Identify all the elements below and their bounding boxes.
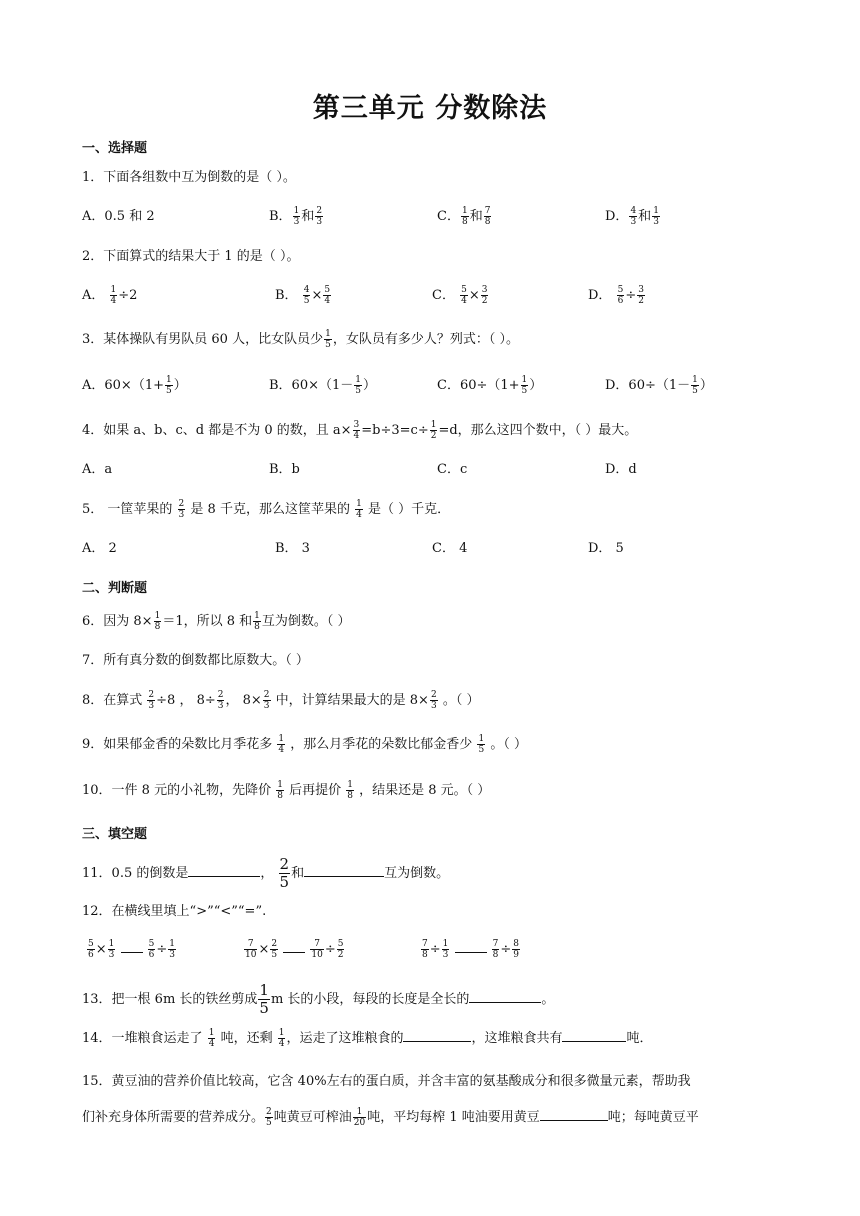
compare-blank[interactable]: [121, 938, 143, 953]
section-heading-choice: 一、选择题: [82, 141, 148, 156]
option-a[interactable]: A．0.5 和 2: [82, 209, 155, 224]
question-10: 10．一件 8 元的小礼物，先降价 $\frac{1}{8}$ 后再提价 $\frac{1}{8}$ ，结果还是 8 元。（ ）: [82, 780, 491, 801]
question-15-line-2: 们补充身体所需要的营养成分。 $\frac{2}{5}$ 吨黄豆可榨油 $\frac{1}{20}$ 吨，平均每榨 1 吨油要用黄豆 吨；每吨黄豆平: [82, 1107, 699, 1128]
option-c[interactable]: C． $\frac{1}{8}$ 和 $\frac{7}{8}$: [437, 206, 491, 227]
question-5: 5． 一筐苹果的 $\frac{2}{3}$ 是 8 千克，那么这筐苹果的 $\frac{1}{4}$ 是（ ）千克．: [82, 499, 451, 520]
answer-blank[interactable]: [403, 1027, 471, 1042]
question-2-options: [82, 282, 782, 310]
question-14: 14．一堆粮食运走了 $\frac{1}{4}$ 吨，还剩 $\frac{1}{4}$ ，运走了这堆粮食的 ，这堆粮食共有 吨．: [82, 1028, 653, 1049]
option-b[interactable]: B． $\frac{4}{5}$ × $\frac{5}{4}$: [275, 285, 331, 306]
option-b[interactable]: B． 3: [275, 541, 310, 556]
option-a[interactable]: A．a: [82, 462, 113, 477]
option-c[interactable]: C．c: [437, 462, 468, 477]
question-11: 11．0.5 的倒数是 ， $\frac{2}{5}$ 和 互为倒数。: [82, 855, 450, 891]
answer-blank[interactable]: [540, 1106, 608, 1121]
option-d[interactable]: D． $\frac{4}{3}$ 和 $\frac{1}{3}$: [605, 206, 659, 227]
page-title: 第三单元 分数除法: [312, 93, 548, 124]
option-a[interactable]: A．60×（1+ $\frac{1}{5}$ ）: [82, 375, 187, 396]
question-1-options: [82, 203, 782, 231]
section-heading-fill: 三、填空题: [82, 827, 148, 842]
option-a[interactable]: A． $\frac{1}{4}$ ÷2: [82, 285, 138, 306]
option-a[interactable]: A． 2: [82, 541, 117, 556]
option-d[interactable]: D．d: [605, 462, 637, 477]
option-d[interactable]: D． $\frac{5}{6}$ ÷ $\frac{3}{2}$: [588, 285, 644, 306]
question-5-options: [82, 535, 782, 563]
question-7: 7．所有真分数的倒数都比原数大。（ ）: [82, 653, 309, 668]
question-3: 3．某体操队有男队员 60 人，比女队员少 $\frac{1}{5}$ ，女队员有多少人？列式：（ ）。: [82, 329, 519, 350]
question-3-options: [82, 372, 782, 400]
option-c[interactable]: C． 4: [432, 541, 468, 556]
option-b[interactable]: B．60×（1－ $\frac{1}{5}$ ）: [269, 375, 377, 396]
question-12: 12．在横线里填上“>”“<”“=”.: [82, 904, 267, 919]
question-2: 2．下面算式的结果大于 1 的是（ ）。: [82, 249, 300, 264]
option-b[interactable]: B． $\frac{1}{3}$ 和 $\frac{2}{3}$: [269, 206, 323, 227]
answer-blank[interactable]: [188, 862, 260, 877]
question-4: 4．如果 a、b、c、d 都是不为 0 的数，且 a× $\frac{3}{4}$ =b÷3=c÷ $\frac{1}{2}$ =d，那么这四个数中，（ ）最大。: [82, 420, 638, 441]
compare-blank[interactable]: [455, 938, 487, 953]
question-9: 9．如果郁金香的朵数比月季花多 $\frac{1}{4}$ ，那么月季花的朵数比郁金香少 $\frac{1}{5}$ 。（ ）: [82, 734, 527, 755]
option-c[interactable]: C． $\frac{5}{4}$ × $\frac{3}{2}$: [432, 285, 488, 306]
option-d[interactable]: D．60÷（1－ $\frac{1}{5}$ ）: [605, 375, 713, 396]
option-d[interactable]: D． 5: [588, 541, 624, 556]
compare-item-3: $\frac{7}{8}$ ÷ $\frac{1}{3}$ $\frac{7}{8}$ ÷ $\frac{8}{9}$: [422, 939, 520, 960]
answer-blank[interactable]: [304, 862, 384, 877]
answer-blank[interactable]: [562, 1027, 626, 1042]
question-8: 8．在算式 $\frac{2}{3}$ ÷8 ， 8÷ $\frac{2}{3}$ ， 8× $\frac{2}{3}$ 中，计算结果最大的是 8× $\frac{2}{3}$ 。（ ）: [82, 690, 480, 711]
compare-blank[interactable]: [283, 938, 305, 953]
question-1: 1．下面各组数中互为倒数的是（ ）。: [82, 170, 296, 185]
option-b[interactable]: B．b: [269, 462, 300, 477]
compare-item-2: $\frac{7}{10}$ × $\frac{2}{5}$ $\frac{7}{10}$ ÷ $\frac{5}{2}$: [245, 939, 344, 960]
question-13: 13．把一根 6m 长的铁丝剪成 $\frac{1}{5}$ m 长的小段，每段的长度是全长的 。: [82, 981, 555, 1017]
answer-blank[interactable]: [469, 988, 541, 1003]
question-15-line-1: 15．黄豆油的营养价值比较高，它含 40%左右的蛋白质，并含丰富的氨基酸成分和很多微量元素，帮助我: [82, 1074, 691, 1089]
compare-item-1: $\frac{5}{6}$ × $\frac{1}{3}$ $\frac{5}{6}$ ÷ $\frac{1}{3}$: [88, 939, 176, 960]
question-6: 6．因为 8× $\frac{1}{8}$ ＝1，所以 8 和 $\frac{1}{8}$ 互为倒数。（ ）: [82, 611, 351, 632]
question-4-options: [82, 456, 782, 484]
option-c[interactable]: C．60÷（1+ $\frac{1}{5}$ ）: [437, 375, 543, 396]
section-heading-judge: 二、判断题: [82, 581, 148, 596]
